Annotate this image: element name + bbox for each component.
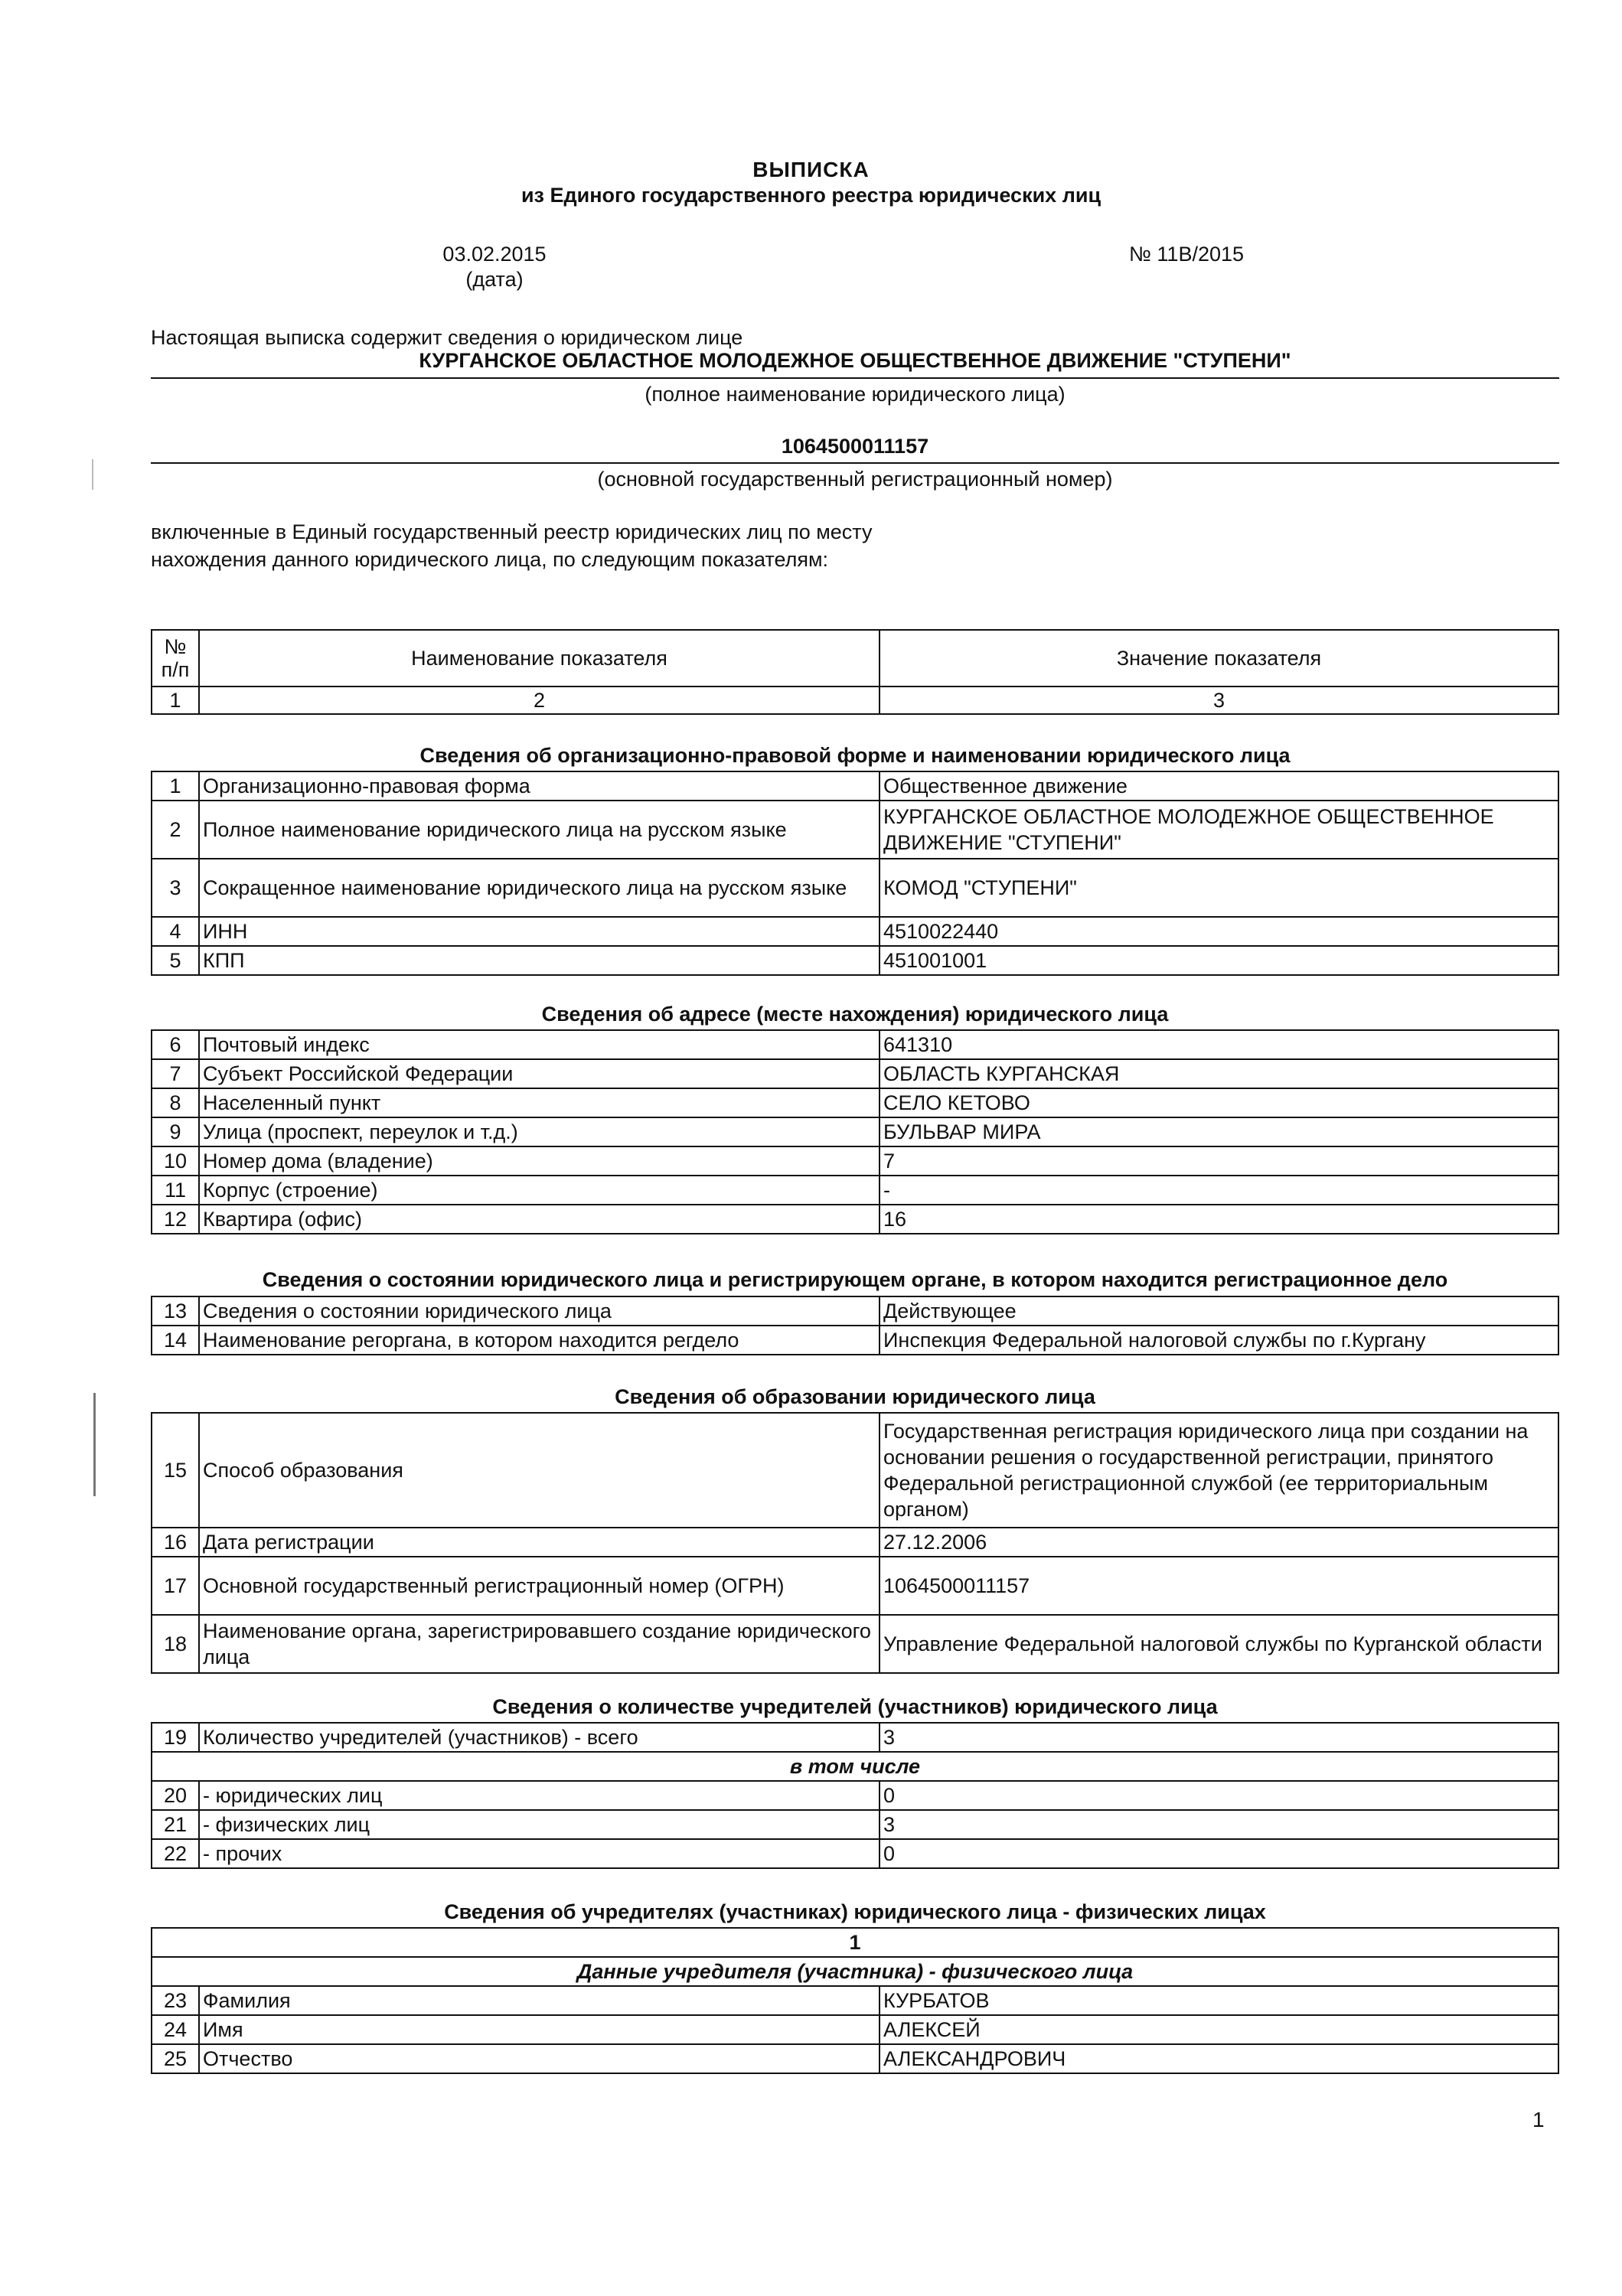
row-number: 14 [152,1326,199,1355]
section-table [151,771,1559,976]
ogrn-caption: (основной государственный регистрационный номер) [597,468,1113,491]
row-name: Субъект Российской Федерации [199,1059,880,1088]
section-title: Сведения о количестве учредителей (участников) юридического лица [492,1695,1218,1718]
row-subheader: Данные учредителя (участника) - физического лица [152,1957,1558,1986]
table-row [152,801,1558,859]
row-number: 5 [152,946,199,975]
row-number: 25 [152,2044,199,2073]
row-name: Имя [199,2015,880,2044]
scan-mark [93,1393,96,1496]
included-line-2: нахождения данного юридического лица, по следующим показателям: [151,548,829,571]
table-row [152,1146,1558,1176]
row-value: Управление Федеральной налоговой службы по Курганской области [880,1615,1558,1673]
row-number: 16 [152,1528,199,1557]
table-row [152,1413,1558,1528]
section-title: Сведения об образовании юридического лица [615,1385,1095,1408]
table-row [152,1928,1558,1957]
row-name: КПП [199,946,880,975]
row-name: Наименование регоргана, в котором находится регдело [199,1326,880,1355]
row-plain-number: 1 [152,1928,1558,1957]
row-value: БУЛЬВАР МИРА [880,1117,1558,1146]
row-name: Основной государственный регистрационный номер (ОГРН) [199,1557,880,1615]
table-row [152,1839,1558,1868]
row-value: 451001001 [880,946,1558,975]
row-value: - [880,1176,1558,1205]
table-row [152,1117,1558,1146]
table-row [152,1176,1558,1205]
row-number: 22 [152,1839,199,1868]
row-name: Полное наименование юридического лица на русском языке [199,801,880,859]
section-title: Сведения об организационно-правовой форме и наименовании юридического лица [419,744,1291,767]
document-number: № 11В/2015 [1128,243,1245,266]
row-name: Улица (проспект, переулок и т.д.) [199,1117,880,1146]
row-value: ОБЛАСТЬ КУРГАНСКАЯ [880,1059,1558,1088]
section-table [151,1296,1559,1355]
row-number: 12 [152,1205,199,1234]
section-title: Сведения об адресе (месте нахождения) юридического лица [541,1003,1169,1026]
scan-mark-2 [92,459,93,490]
row-value: КОМОД "СТУПЕНИ" [880,859,1558,917]
header-num-3: 3 [880,687,1558,714]
table-row [152,1557,1558,1615]
table-row [152,1615,1558,1673]
row-name: Квартира (офис) [199,1205,880,1234]
table-row [152,771,1558,801]
row-number: 10 [152,1146,199,1176]
table-row [152,1059,1558,1088]
row-number: 19 [152,1723,199,1752]
document-title: ВЫПИСКА [752,158,870,181]
row-value: СЕЛО КЕТОВО [880,1088,1558,1117]
table-row [152,2044,1558,2073]
section-table [151,1927,1559,2074]
section-title: Сведения об учредителях (участниках) юридического лица - физических лицах [444,1900,1266,1923]
table-row [152,1030,1558,1059]
table-row [152,1723,1558,1752]
row-value: Действующее [880,1296,1558,1326]
date-caption: (дата) [465,268,524,291]
row-number: 20 [152,1781,199,1810]
row-number: 2 [152,801,199,859]
table-row [152,1957,1558,1986]
table-row [152,1528,1558,1557]
row-name: Почтовый индекс [199,1030,880,1059]
row-name: Способ образования [199,1413,880,1528]
table-row [152,917,1558,946]
row-number: 6 [152,1030,199,1059]
intro-text: Настоящая выписка содержит сведения о юридическом лице [151,326,743,349]
row-value: 0 [880,1839,1558,1868]
row-value: АЛЕКСАНДРОВИЧ [880,2044,1558,2073]
table-row [152,1781,1558,1810]
org-name-underline [151,377,1559,379]
row-name: Организационно-правовая форма [199,771,880,801]
org-name-caption: (полное наименование юридического лица) [645,383,1066,406]
row-number: 18 [152,1615,199,1673]
row-value: 3 [880,1723,1558,1752]
included-line-1: включенные в Единый государственный реестр юридических лиц по месту [151,520,873,543]
ogrn-value: 1064500011157 [781,435,929,458]
row-value: 3 [880,1810,1558,1839]
row-number: 4 [152,917,199,946]
row-value: КУРГАНСКОЕ ОБЛАСТНОЕ МОЛОДЕЖНОЕ ОБЩЕСТВЕННОЕ ДВИЖЕНИЕ "СТУПЕНИ" [880,801,1558,859]
row-name: Корпус (строение) [199,1176,880,1205]
row-name: ИНН [199,917,880,946]
section-title: Сведения о состоянии юридического лица и регистрирующем органе, в котором находится регистрационное дело [262,1268,1448,1291]
row-name: Наименование органа, зарегистрировавшего создание юридического лица [199,1615,880,1673]
row-value: 7 [880,1146,1558,1176]
row-value: 4510022440 [880,917,1558,946]
row-number: 7 [152,1059,199,1088]
row-number: 9 [152,1117,199,1146]
row-number: 23 [152,1986,199,2015]
row-name: Сокращенное наименование юридического лица на русском языке [199,859,880,917]
table-row [152,1810,1558,1839]
row-value: 641310 [880,1030,1558,1059]
row-value: Общественное движение [880,771,1558,801]
row-number: 21 [152,1810,199,1839]
document-date: 03.02.2015 [442,243,547,266]
row-name: Фамилия [199,1986,880,2015]
header-num-1: 1 [152,687,199,714]
section-table [151,1412,1559,1674]
row-name: Номер дома (владение) [199,1146,880,1176]
table-row [152,1088,1558,1117]
row-value: 0 [880,1781,1558,1810]
row-number: 8 [152,1088,199,1117]
page-number: 1 [1532,2108,1545,2131]
table-row [152,2015,1558,2044]
row-name: - юридических лиц [199,1781,880,1810]
table-row [152,1296,1558,1326]
row-name: Сведения о состоянии юридического лица [199,1296,880,1326]
org-full-name: КУРГАНСКОЕ ОБЛАСТНОЕ МОЛОДЕЖНОЕ ОБЩЕСТВЕННОЕ ДВИЖЕНИЕ "СТУПЕНИ" [419,349,1291,372]
row-name: Дата регистрации [199,1528,880,1557]
header-num-2: 2 [199,687,880,714]
table-row [152,1986,1558,2015]
row-value: 27.12.2006 [880,1528,1558,1557]
row-number: 1 [152,771,199,801]
table-row [152,1205,1558,1234]
row-name: Количество учредителей (участников) - всего [199,1723,880,1752]
row-number: 3 [152,859,199,917]
row-subheader: в том числе [152,1752,1558,1781]
table-row [152,859,1558,917]
row-name: Отчество [199,2044,880,2073]
row-value: Инспекция Федеральной налоговой службы по г.Кургану [880,1326,1558,1355]
table-row [152,1326,1558,1355]
ogrn-underline [151,462,1559,464]
row-number: 24 [152,2015,199,2044]
column-header-table [151,629,1559,715]
header-col-value: Значение показателя [880,630,1558,687]
row-number: 13 [152,1296,199,1326]
row-value: Государственная регистрация юридического лица при создании на основании решения о государственной регистрации, принятого Федеральной регистрационной службой (ее территориальным органом) [880,1413,1558,1528]
row-name: Населенный пункт [199,1088,880,1117]
row-number: 11 [152,1176,199,1205]
table-row [152,1752,1558,1781]
table-row [152,946,1558,975]
included-text [151,518,872,573]
section-table [151,1722,1559,1869]
row-value: 1064500011157 [880,1557,1558,1615]
row-number: 17 [152,1557,199,1615]
header-col-number: № п/п [152,630,199,687]
row-name: - физических лиц [199,1810,880,1839]
header-col-name: Наименование показателя [199,630,880,687]
row-number: 15 [152,1413,199,1528]
row-value: КУРБАТОВ [880,1986,1558,2015]
row-name: - прочих [199,1839,880,1868]
row-value: 16 [880,1205,1558,1234]
row-value: АЛЕКСЕЙ [880,2015,1558,2044]
section-table [151,1029,1559,1234]
document-subtitle: из Единого государственного реестра юридических лиц [521,184,1101,207]
